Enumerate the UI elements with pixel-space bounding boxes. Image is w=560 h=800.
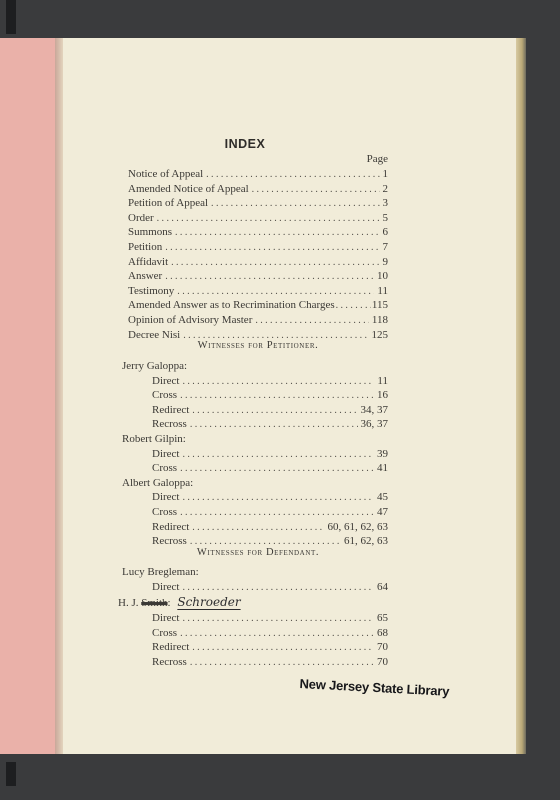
entry-label: Amended Notice of Appeal (128, 182, 249, 195)
witness-name-label: Robert Gilpin: (122, 432, 186, 445)
index-entry (128, 225, 388, 240)
page-title: INDEX (224, 137, 266, 151)
testimony-row (122, 611, 388, 626)
testimony-page: 61, 62, 63 (344, 535, 388, 548)
index-entry (128, 182, 388, 197)
leader-dots (180, 506, 374, 521)
testimony-label: Direct (152, 447, 180, 460)
testimony-label: Cross (152, 462, 178, 475)
leader-dots (192, 641, 374, 656)
leader-dots (177, 285, 374, 300)
testimony-label: Direct (152, 491, 180, 504)
testimony-page: 70 (377, 655, 388, 668)
testimony-row (122, 388, 388, 403)
testimony-label: Cross (152, 389, 178, 402)
testimony-label: Direct (152, 612, 180, 625)
leader-dots (206, 168, 379, 183)
witness-name-label: Albert Galoppa: (122, 476, 194, 489)
index-entry (128, 240, 388, 255)
library-stamp: New Jersey State Library (299, 676, 450, 699)
page-edge (516, 38, 526, 754)
testimony-label: Recross (152, 418, 187, 431)
index-entry (128, 196, 388, 211)
testimony-label: Recross (152, 535, 187, 548)
testimony-page: 36, 37 (360, 418, 388, 431)
testimony-page: 16 (377, 389, 388, 402)
leader-dots (182, 612, 374, 627)
index-entry (128, 255, 388, 270)
leader-dots (190, 418, 358, 433)
testimony-page: 64 (377, 580, 388, 593)
entry-page: 3 (382, 197, 388, 210)
testimony-label: Cross (152, 505, 178, 518)
testimony-row (122, 505, 388, 520)
entry-label: Petition of Appeal (128, 197, 209, 210)
witness-name-label: Lucy Bregleman: (122, 566, 199, 578)
entry-label: Notice of Appeal (128, 168, 204, 180)
leader-dots (175, 226, 379, 241)
testimony-page: 34, 37 (360, 403, 388, 416)
leader-dots (192, 404, 357, 419)
testimony-page: 41 (377, 462, 388, 475)
scanner-edge-mark (6, 0, 16, 34)
entry-page: 2 (382, 182, 388, 195)
struck-name: Smith (141, 597, 168, 610)
testimony-row (122, 580, 388, 595)
leader-dots (182, 491, 374, 506)
testimony-label: Direct (152, 374, 180, 387)
testimony-row (122, 403, 388, 418)
entry-label: Order (128, 211, 154, 224)
index-entry (128, 269, 388, 284)
leader-dots (182, 581, 374, 596)
page-column-header: Page (366, 153, 388, 165)
entry-page: 125 (371, 328, 388, 341)
witness-name (118, 594, 388, 611)
leader-dots (211, 197, 379, 212)
testimony-page: 70 (377, 641, 388, 654)
petitioner-witnesses-heading: Witnesses for Petitioner. (197, 340, 319, 351)
entry-label: Summons (128, 226, 173, 239)
witness-name (122, 565, 388, 580)
witness-name (122, 476, 388, 491)
testimony-label: Redirect (152, 641, 190, 654)
entry-label: Answer (128, 270, 163, 283)
testimony-page: 45 (377, 491, 388, 504)
defendant-witness-list (118, 565, 388, 670)
name-prefix: H. J. (118, 597, 139, 610)
testimony-page: 47 (377, 505, 388, 518)
leader-dots (192, 521, 324, 536)
entry-label: Opinion of Advisory Master (128, 313, 253, 326)
leader-dots (171, 256, 379, 271)
testimony-page: 60, 61, 62, 63 (327, 520, 388, 533)
entry-label: Testimony (128, 284, 175, 297)
leader-dots (180, 627, 374, 642)
testimony-row (122, 520, 388, 535)
testimony-row (122, 447, 388, 462)
defendant-witnesses-heading: Witnesses for Defendant. (196, 547, 320, 558)
testimony-label: Cross (152, 626, 178, 639)
colon: : (167, 597, 171, 610)
leader-dots (165, 270, 374, 285)
testimony-row (122, 655, 388, 670)
entry-page: 11 (377, 284, 388, 297)
entry-label: Amended Answer as to Recrimination Charges (128, 299, 335, 312)
entry-page: 118 (371, 313, 388, 326)
testimony-label: Direct (152, 580, 180, 593)
testimony-label: Redirect (152, 520, 190, 533)
witness-name (122, 432, 388, 447)
testimony-row (122, 640, 388, 655)
entry-label: Petition (128, 240, 163, 253)
scanner-edge-mark-bottom (6, 762, 16, 786)
testimony-row (122, 490, 388, 505)
entry-page: 1 (382, 168, 388, 180)
leader-dots (180, 462, 374, 477)
witness-name-label (118, 594, 241, 612)
index-entry (128, 284, 388, 299)
testimony-label: Redirect (152, 403, 190, 416)
testimony-label: Recross (152, 655, 187, 668)
entry-page: 5 (382, 211, 388, 224)
index-entries (128, 167, 388, 342)
index-entry (128, 211, 388, 226)
testimony-row (122, 626, 388, 641)
testimony-page: 11 (377, 374, 388, 387)
leader-dots (190, 656, 374, 671)
testimony-row (122, 417, 388, 432)
leader-dots (336, 299, 371, 314)
witness-name (122, 359, 388, 374)
entry-label: Decree Nisi (128, 328, 181, 341)
entry-page: 10 (377, 270, 388, 283)
leader-dots (157, 212, 380, 227)
testimony-page: 65 (377, 612, 388, 625)
leader-dots (165, 241, 379, 256)
entry-page: 7 (382, 240, 388, 253)
index-entry (128, 167, 388, 182)
entry-page: 6 (382, 226, 388, 239)
testimony-row (122, 461, 388, 476)
leader-dots (255, 314, 369, 329)
leader-dots (252, 183, 380, 198)
entry-label: Affidavit (128, 255, 169, 268)
leader-dots (182, 448, 374, 463)
leader-dots (182, 375, 374, 390)
index-entry (128, 298, 388, 313)
testimony-page: 68 (377, 626, 388, 639)
witness-name-label: Jerry Galoppa: (122, 360, 188, 372)
handwritten-correction: Schroeder (177, 595, 241, 610)
entry-page: 9 (382, 255, 388, 268)
index-entry (128, 313, 388, 328)
leader-dots (180, 389, 374, 404)
previous-page (0, 38, 59, 754)
entry-page: 115 (371, 299, 388, 312)
petitioner-witness-list (122, 359, 388, 549)
testimony-row (122, 374, 388, 389)
testimony-page: 39 (377, 447, 388, 460)
